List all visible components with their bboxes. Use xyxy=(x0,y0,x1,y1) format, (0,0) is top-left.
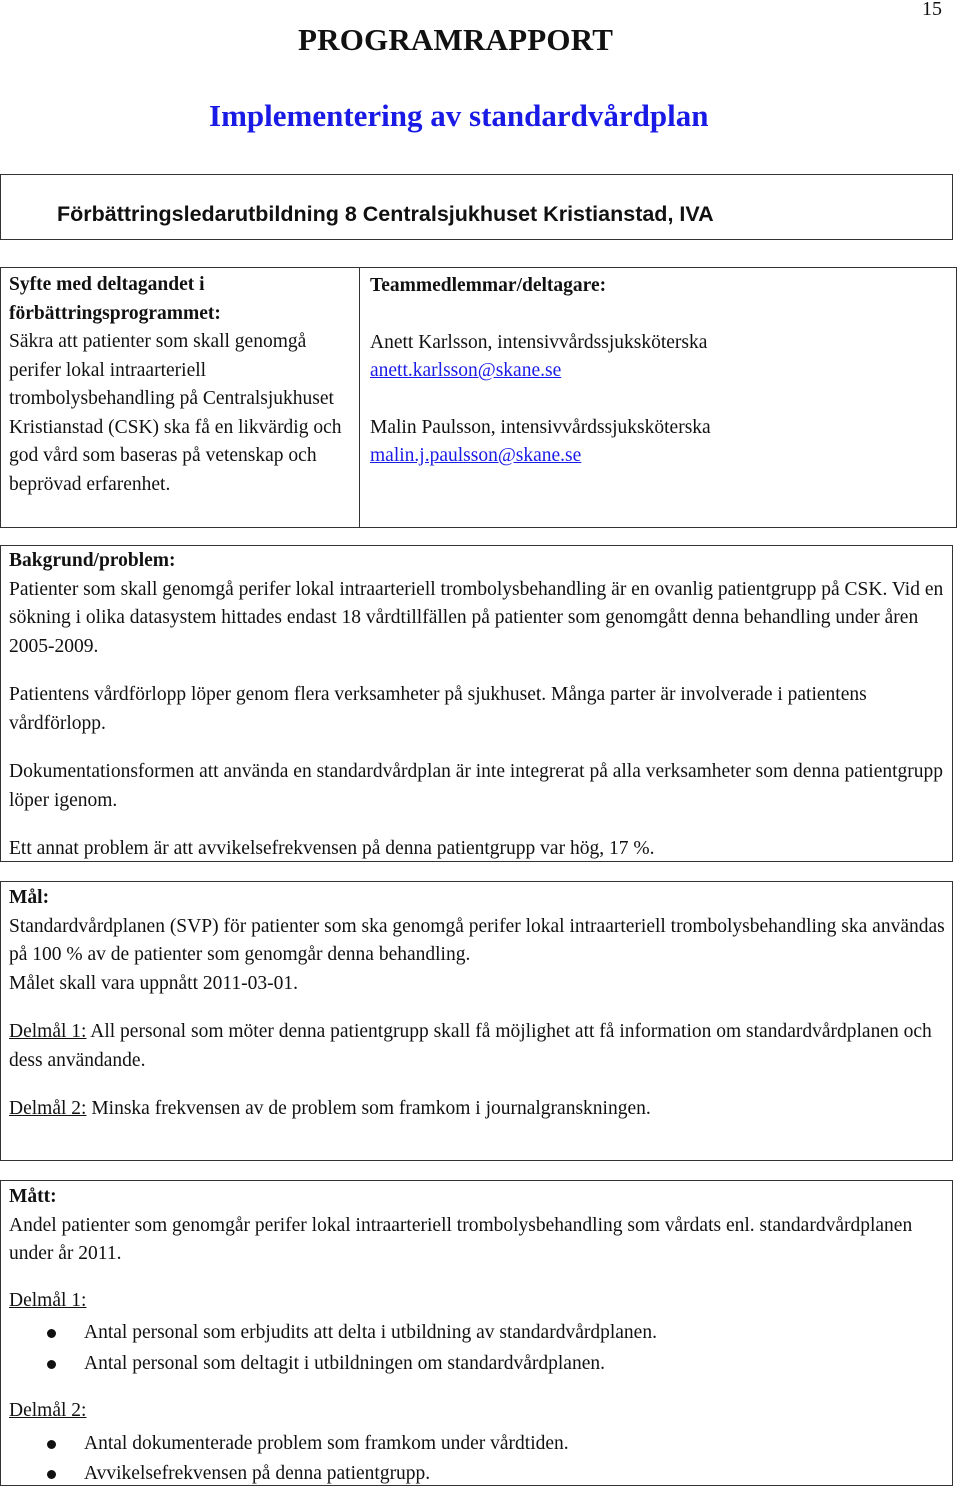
measures-section xyxy=(0,1180,953,1486)
goal-text: Standardvårdplanen (SVP) för patienter som ska genomgå perifer lokal intraarteriell trombolysbehandling ska användas på 100 % av de patienter som genomgår denna behandling. xyxy=(9,915,945,965)
team-member-email-link[interactable]: anett.karlsson@skane.se xyxy=(370,360,562,381)
page-subtitle: Implementering av standardvårdplan xyxy=(209,98,709,133)
team-section xyxy=(359,267,957,528)
bullet-icon xyxy=(47,1470,56,1479)
list-item: Antal dokumenterade problem som framkom under vårdtiden. xyxy=(9,1429,945,1460)
goal-heading: Mål: xyxy=(9,887,50,908)
purpose-text: Säkra att patienter som skall genomgå perifer lokal intraarteriell trombolysbehandling på Centralsjukhuset Kristianstad (CSK) ska få en likvärdig och god vård som baseras på vetenskap och beprövad erfarenhet. xyxy=(9,331,342,495)
measures-subgoal-1-label: Delmål 1: xyxy=(9,1289,87,1311)
background-heading: Bakgrund/problem: xyxy=(9,550,176,571)
measures-subgoal-2-list xyxy=(9,1429,945,1490)
measures-heading: Mått: xyxy=(9,1186,57,1207)
team-heading: Teammedlemmar/deltagare: xyxy=(370,275,607,296)
program-header-box xyxy=(0,174,953,240)
subgoal-1 xyxy=(9,1018,947,1075)
measures-text: Andel patienter som genomgår perifer lokal intraarteriell trombolysbehandling som vårdats enl. standardvårdplanen under år 2011. xyxy=(9,1214,913,1264)
purpose-section xyxy=(0,267,360,528)
subgoal-1-label: Delmål 1: xyxy=(9,1021,87,1042)
goal-deadline: Målet skall vara uppnått 2011-03-01. xyxy=(9,972,298,994)
bullet-icon xyxy=(47,1329,56,1338)
list-item: Avvikelsefrekvensen på denna patientgrupp. xyxy=(9,1459,945,1490)
subgoal-2-text: Minska frekvensen av de problem som framkom i journalgranskningen. xyxy=(86,1098,651,1119)
list-item: Antal personal som erbjudits att delta i utbildning av standardvårdplanen. xyxy=(9,1318,945,1349)
subgoal-1-text: All personal som möter denna patientgrupp skall få möjlighet att få information om standardvårdplanen och dess användande. xyxy=(9,1021,932,1071)
goal-section xyxy=(0,881,953,1161)
team-member-name: Malin Paulsson, intensivvårdssjuksköterska xyxy=(370,416,711,438)
team-member-name: Anett Karlsson, intensivvårdssjuksköterska xyxy=(370,331,708,353)
background-paragraph: Patientens vårdförlopp löper genom flera verksamheter på sjukhuset. Många parter är involverade i patientens vårdförlopp. xyxy=(9,684,867,734)
program-header: Förbättringsledarutbildning 8 Centralsjukhuset Kristianstad, IVA xyxy=(57,202,714,226)
background-section xyxy=(0,545,953,862)
background-paragraph: Dokumentationsformen att använda en standardvårdplan är inte integrerat på alla verksamheter som denna patientgrupp löper igenom. xyxy=(9,761,944,811)
subgoal-2-label: Delmål 2: xyxy=(9,1098,87,1119)
page-number: 15 xyxy=(922,0,942,20)
team-member-email-link[interactable]: malin.j.paulsson@skane.se xyxy=(370,445,582,466)
subgoal-2 xyxy=(9,1095,947,1124)
bullet-icon xyxy=(47,1440,56,1449)
background-paragraph: Patienter som skall genomgå perifer lokal intraarteriell trombolysbehandling är en ovanlig patientgrupp på CSK. Vid en sökning i olika datasystem hittades endast 18 vårdtillfällen på patienter som genomgått denna behandling under åren 2005-2009. xyxy=(9,578,944,657)
background-paragraph: Ett annat problem är att avvikelsefrekvensen på denna patientgrupp var hög, 17 %. xyxy=(9,838,655,859)
bullet-icon xyxy=(47,1360,56,1369)
list-item: Antal personal som deltagit i utbildningen om standardvårdplanen. xyxy=(9,1349,945,1380)
purpose-heading: Syfte med deltagandet i förbättringsprogrammet: xyxy=(9,274,221,324)
page-title: PROGRAMRAPPORT xyxy=(298,22,614,57)
measures-subgoal-1-list xyxy=(9,1318,945,1379)
measures-subgoal-2-label: Delmål 2: xyxy=(9,1400,87,1421)
